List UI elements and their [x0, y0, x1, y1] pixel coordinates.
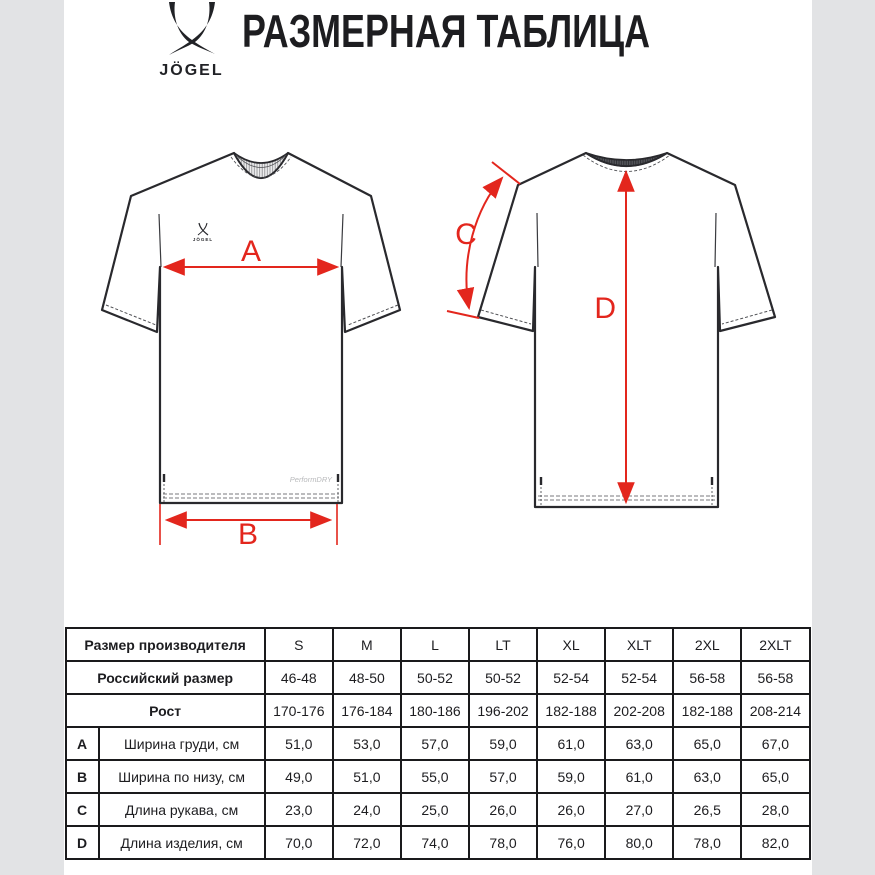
- front-shirt-outline: [102, 153, 400, 503]
- cell: 2XLT: [741, 628, 809, 661]
- table-row-height: [66, 694, 810, 727]
- table-row-sleeve-length: [66, 793, 810, 826]
- cell: 27,0: [605, 793, 673, 826]
- cell: 61,0: [605, 760, 673, 793]
- cell: 26,0: [537, 793, 605, 826]
- measure-tick-c-top: [492, 162, 520, 184]
- page-title: РАЗМЕРНАЯ ТАБЛИЦА: [241, 5, 650, 57]
- cell: 63,0: [673, 760, 741, 793]
- brand-mark-icon: [167, 2, 217, 56]
- cell: 78,0: [469, 826, 537, 859]
- cell: 52-54: [537, 661, 605, 694]
- shirt-diagram: [64, 128, 812, 576]
- cell: 59,0: [469, 727, 537, 760]
- size-table: [65, 627, 811, 860]
- cell: M: [333, 628, 401, 661]
- measure-name: Ширина по низу, см: [99, 760, 265, 793]
- measure-label-b: B: [237, 518, 258, 551]
- measure-name: Ширина груди, см: [99, 727, 265, 760]
- cell: 56-58: [741, 661, 809, 694]
- table-row-chest-width: [66, 727, 810, 760]
- cell: 78,0: [673, 826, 741, 859]
- measure-letter: A: [66, 727, 99, 760]
- measure-letter: B: [66, 760, 99, 793]
- table-row-bottom-width: [66, 760, 810, 793]
- cell: 196-202: [469, 694, 537, 727]
- measure-name: Длина изделия, см: [99, 826, 265, 859]
- cell: 182-188: [673, 694, 741, 727]
- table-row-russian-size: [66, 661, 810, 694]
- cell: 182-188: [537, 694, 605, 727]
- row-label: Российский размер: [66, 661, 265, 694]
- cell: LT: [469, 628, 537, 661]
- row-label: Размер производителя: [66, 628, 265, 661]
- cell: 170-176: [265, 694, 333, 727]
- cell: 59,0: [537, 760, 605, 793]
- page: [64, 0, 812, 875]
- cell: 67,0: [741, 727, 809, 760]
- measure-label-d: D: [593, 292, 616, 325]
- cell: 56-58: [673, 661, 741, 694]
- cell: 82,0: [741, 826, 809, 859]
- table-row-manufacturer-size: [66, 628, 810, 661]
- cell: 208-214: [741, 694, 809, 727]
- front-chest-logo-text: JÖGEL: [192, 237, 213, 242]
- cell: 65,0: [741, 760, 809, 793]
- cell: 72,0: [333, 826, 401, 859]
- cell: 176-184: [333, 694, 401, 727]
- cell: 24,0: [333, 793, 401, 826]
- measure-label-a: A: [240, 235, 261, 268]
- cell: 57,0: [401, 727, 469, 760]
- cell: S: [265, 628, 333, 661]
- measure-label-c: C: [454, 218, 477, 251]
- fabric-label: PerformDRY: [289, 475, 332, 484]
- cell: 2XL: [673, 628, 741, 661]
- cell: XLT: [605, 628, 673, 661]
- brand-wordmark: JÖGEL: [159, 62, 224, 79]
- brand-logo: [156, 2, 228, 80]
- cell: 55,0: [401, 760, 469, 793]
- cell: 49,0: [265, 760, 333, 793]
- cell: 26,0: [469, 793, 537, 826]
- cell: XL: [537, 628, 605, 661]
- cell: 51,0: [333, 760, 401, 793]
- cell: 61,0: [537, 727, 605, 760]
- cell: 28,0: [741, 793, 809, 826]
- cell: 80,0: [605, 826, 673, 859]
- cell: 52-54: [605, 661, 673, 694]
- table-row-item-length: [66, 826, 810, 859]
- cell: L: [401, 628, 469, 661]
- cell: 23,0: [265, 793, 333, 826]
- cell: 70,0: [265, 826, 333, 859]
- measure-letter: C: [66, 793, 99, 826]
- cell: 50-52: [401, 661, 469, 694]
- measure-name: Длина рукава, см: [99, 793, 265, 826]
- cell: 46-48: [265, 661, 333, 694]
- cell: 25,0: [401, 793, 469, 826]
- measure-letter: D: [66, 826, 99, 859]
- measure-tick-c-bottom: [447, 311, 479, 318]
- cell: 180-186: [401, 694, 469, 727]
- cell: 65,0: [673, 727, 741, 760]
- cell: 76,0: [537, 826, 605, 859]
- cell: 57,0: [469, 760, 537, 793]
- cell: 26,5: [673, 793, 741, 826]
- cell: 74,0: [401, 826, 469, 859]
- cell: 48-50: [333, 661, 401, 694]
- cell: 50-52: [469, 661, 537, 694]
- cell: 53,0: [333, 727, 401, 760]
- cell: 202-208: [605, 694, 673, 727]
- front-shirt: [102, 153, 400, 503]
- cell: 51,0: [265, 727, 333, 760]
- row-label: Рост: [66, 694, 265, 727]
- cell: 63,0: [605, 727, 673, 760]
